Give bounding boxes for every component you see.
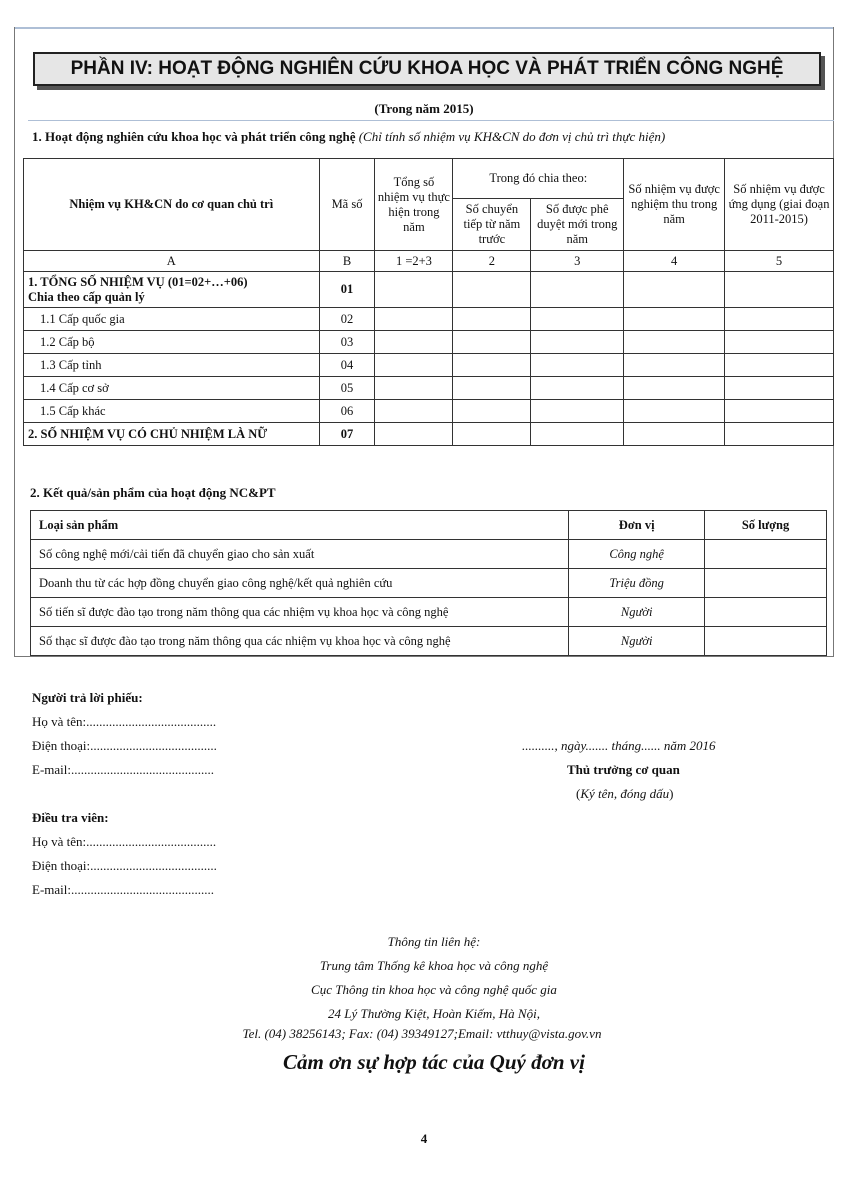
row-label: 1.3 Cấp tỉnh (24, 354, 320, 377)
contact-line2: Cục Thông tin khoa học và công nghệ quốc gia (311, 982, 557, 997)
quantity-input-cell[interactable] (705, 540, 827, 569)
product-unit: Triệu đồng (569, 569, 705, 598)
row-total-label: 1. TỔNG SỐ NHIỆM VỤ (01=02+…+06) (28, 274, 248, 289)
col-label: 3 (531, 251, 624, 272)
col-label: A (24, 251, 320, 272)
input-cell[interactable] (531, 354, 624, 377)
header-carried: Số chuyển tiếp từ năm trước (453, 199, 531, 251)
input-cell[interactable] (725, 400, 834, 423)
table-row (24, 377, 834, 400)
input-cell[interactable] (375, 377, 453, 400)
surveyor-email-field[interactable]: E-mail:............................................ (32, 882, 214, 897)
table-row (31, 569, 827, 598)
surveyor-phone-field[interactable]: Điện thoại:....................................... (32, 858, 217, 873)
input-cell[interactable] (624, 272, 725, 308)
input-cell[interactable] (375, 354, 453, 377)
row-code: 05 (319, 377, 375, 400)
row-total-sublabel: Chia theo cấp quản lý (28, 289, 145, 304)
table-row (24, 308, 834, 331)
table-row (24, 354, 834, 377)
header-new: Số được phê duyệt mới trong năm (531, 199, 624, 251)
product-label: Số tiến sĩ được đào tạo trong năm thông qua các nhiệm vụ khoa học và công nghệ (31, 598, 569, 627)
respondent-phone-field[interactable]: Điện thoại:....................................... (32, 738, 217, 753)
row-label: 1.2 Cấp bộ (24, 331, 320, 354)
col-label: B (319, 251, 375, 272)
row-label (24, 272, 320, 308)
input-cell[interactable] (531, 308, 624, 331)
respondent-title: Người trả lời phiếu: (32, 690, 143, 705)
row-label: 1.4 Cấp cơ sở (24, 377, 320, 400)
row-label: 2. SỐ NHIỆM VỤ CÓ CHỦ NHIỆM LÀ NỮ (24, 423, 320, 446)
product-label: Số thạc sĩ được đào tạo trong năm thông qua các nhiệm vụ khoa học và công nghệ (31, 627, 569, 656)
input-cell[interactable] (624, 331, 725, 354)
section2-title: 2. Kết quả/sản phẩm của hoạt động NC&PT (30, 485, 276, 500)
header-applied: Số nhiệm vụ được ứng dụng (giai đoạn 2011-2015) (725, 159, 834, 251)
col-label: 1 =2+3 (375, 251, 453, 272)
contact-line1: Trung tâm Thống kê khoa học và công nghệ (319, 958, 549, 973)
row-code: 01 (319, 272, 375, 308)
product-unit: Người (569, 627, 705, 656)
quantity-input-cell[interactable] (705, 627, 827, 656)
input-cell[interactable] (453, 354, 531, 377)
input-cell[interactable] (375, 272, 453, 308)
input-cell[interactable] (725, 423, 834, 446)
header-quantity: Số lượng (705, 511, 827, 540)
input-cell[interactable] (531, 272, 624, 308)
product-label: Số công nghệ mới/cải tiến đã chuyển giao cho sản xuất (31, 540, 569, 569)
page-number: 4 (420, 1131, 428, 1146)
input-cell[interactable] (375, 331, 453, 354)
header-total: Tổng số nhiệm vụ thực hiện trong năm (375, 159, 453, 251)
respondent-email-field[interactable]: E-mail:............................................ (32, 762, 214, 777)
header-unit: Đơn vị (569, 511, 705, 540)
row-code: 04 (319, 354, 375, 377)
input-cell[interactable] (531, 400, 624, 423)
quantity-input-cell[interactable] (705, 569, 827, 598)
header-accepted: Số nhiệm vụ được nghiệm thu trong năm (624, 159, 725, 251)
input-cell[interactable] (453, 377, 531, 400)
input-cell[interactable] (453, 400, 531, 423)
input-cell[interactable] (624, 423, 725, 446)
input-cell[interactable] (453, 423, 531, 446)
row-code: 06 (319, 400, 375, 423)
input-cell[interactable] (624, 354, 725, 377)
surveyor-name-field[interactable]: Họ và tên:........................................ (32, 834, 217, 849)
results-table (30, 510, 827, 656)
row-label: 1.1 Cấp quốc gia (24, 308, 320, 331)
input-cell[interactable] (375, 308, 453, 331)
table-row (24, 423, 834, 446)
input-cell[interactable] (453, 308, 531, 331)
table-row (24, 331, 834, 354)
table-row (31, 598, 827, 627)
row-code: 07 (319, 423, 375, 446)
header-product: Loại sản phẩm (31, 511, 569, 540)
input-cell[interactable] (725, 377, 834, 400)
input-cell[interactable] (725, 331, 834, 354)
date-line: .........., ngày....... tháng...... năm 2016 (522, 738, 716, 753)
section-title: PHẦN IV: HOẠT ĐỘNG NGHIÊN CỨU KHOA HỌC VÀ PHÁT TRIỂN CÔNG NGHỆ (33, 52, 821, 86)
header-code: Mã số (319, 159, 375, 251)
header-breakdown: Trong đó chia theo: (453, 159, 624, 199)
quantity-input-cell[interactable] (705, 598, 827, 627)
input-cell[interactable] (725, 272, 834, 308)
sign-note-wrapper: (Ký tên, đóng dấu) (576, 786, 674, 801)
surveyor-title: Điều tra viên: (32, 810, 109, 825)
head-of-agency: Thủ trưởng cơ quan (567, 762, 680, 777)
contact-title: Thông tin liên hệ: (387, 934, 481, 949)
section1-note: (Chỉ tính số nhiệm vụ KH&CN do đơn vị chủ trì thực hiện) (358, 129, 666, 144)
input-cell[interactable] (725, 308, 834, 331)
year-note: (Trong năm 2015) (374, 101, 474, 116)
tasks-table (23, 158, 834, 446)
sign-note: Ký tên, đóng dấu (580, 786, 670, 801)
contact-line4: Tel. (04) 38256143; Fax: (04) 39349127;Email: vtthuy@vista.gov.vn (242, 1026, 602, 1041)
respondent-name-field[interactable]: Họ và tên:........................................ (32, 714, 217, 729)
section1-heading: 1. Hoạt động nghiên cứu khoa học và phát triển công nghệ (32, 129, 356, 144)
input-cell[interactable] (531, 377, 624, 400)
input-cell[interactable] (531, 331, 624, 354)
input-cell[interactable] (531, 423, 624, 446)
input-cell[interactable] (453, 272, 531, 308)
input-cell[interactable] (453, 331, 531, 354)
table-row (24, 400, 834, 423)
thanks-message: Cảm ơn sự hợp tác của Quý đơn vị (283, 1050, 585, 1074)
table-header-row (31, 511, 827, 540)
input-cell[interactable] (725, 354, 834, 377)
col-label: 2 (453, 251, 531, 272)
row-code: 02 (319, 308, 375, 331)
product-label: Doanh thu từ các hợp đồng chuyển giao công nghệ/kết quả nghiên cứu (31, 569, 569, 598)
section1-title (32, 129, 665, 145)
col-label: 5 (725, 251, 834, 272)
table-row (24, 272, 834, 308)
header-task: Nhiệm vụ KH&CN do cơ quan chủ trì (24, 159, 320, 251)
table-row (31, 627, 827, 656)
product-unit: Công nghệ (569, 540, 705, 569)
row-code: 03 (319, 331, 375, 354)
row-label: 1.5 Cấp khác (24, 400, 320, 423)
product-unit: Người (569, 598, 705, 627)
table-row (31, 540, 827, 569)
input-cell[interactable] (624, 377, 725, 400)
contact-line3: 24 Lý Thường Kiệt, Hoàn Kiếm, Hà Nội, (328, 1006, 540, 1021)
input-cell[interactable] (624, 308, 725, 331)
input-cell[interactable] (375, 423, 453, 446)
input-cell[interactable] (624, 400, 725, 423)
col-label: 4 (624, 251, 725, 272)
input-cell[interactable] (375, 400, 453, 423)
separator (28, 120, 834, 121)
